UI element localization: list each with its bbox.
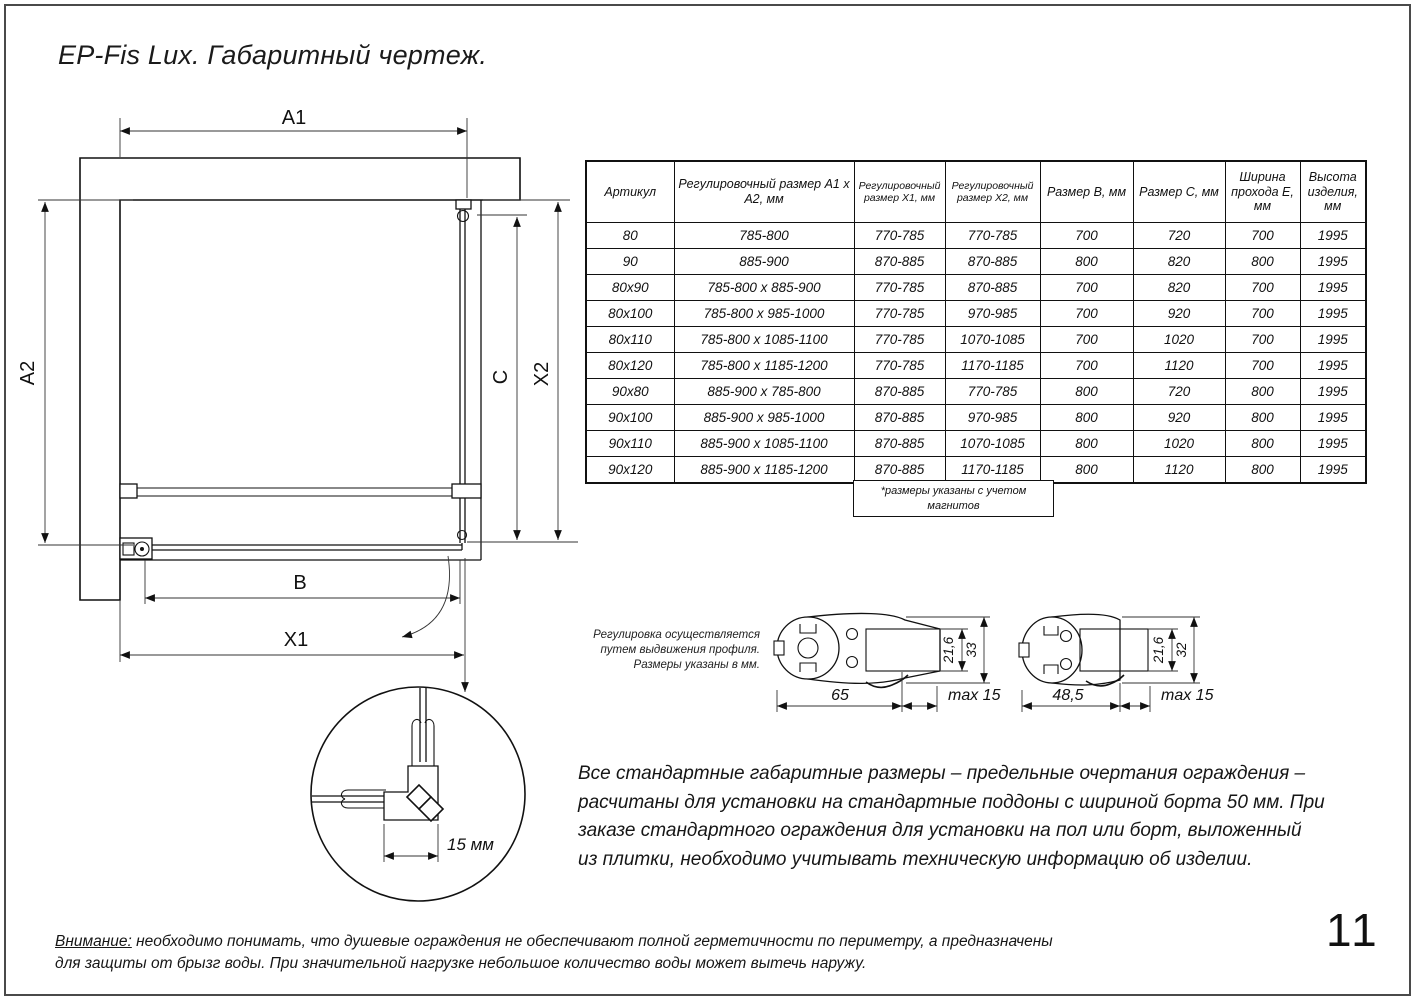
table-cell: 1995 — [1300, 327, 1366, 353]
col-header-c: Размер C, мм — [1133, 161, 1225, 223]
table-cell: 870-885 — [854, 379, 945, 405]
table-cell: 770-785 — [854, 353, 945, 379]
wall-profile — [120, 538, 152, 559]
table-cell: 885-900 x 1085-1100 — [674, 431, 854, 457]
table-cell: 1170-1185 — [945, 457, 1040, 484]
detail-dim-label: 15 мм — [447, 835, 494, 854]
table-cell: 90x100 — [586, 405, 674, 431]
page-title: EP-Fis Lux. Габаритный чертеж. — [58, 40, 488, 70]
table-cell: 80x90 — [586, 275, 674, 301]
table-cell: 785-800 x 885-900 — [674, 275, 854, 301]
note-line: Все стандартные габаритные размеры – предельные очертания ограждения – — [578, 763, 1306, 784]
table-row — [586, 353, 1366, 379]
warning-line: для защиты от брызг воды. При значительной нагрузке небольшое количество воды может вытечь наружу. — [55, 954, 867, 972]
profile1-extension-label: max 15 — [948, 687, 1001, 704]
dim-label-c: C — [490, 369, 512, 385]
table-cell: 90x80 — [586, 379, 674, 405]
table-row — [586, 379, 1366, 405]
warning-text: необходимо понимать, что душевые ограждения не обеспечивают полной герметичности по периметру, а предназначены — [136, 933, 1053, 950]
profile2-height-label: 32 — [1174, 642, 1189, 658]
table-cell: 870-885 — [945, 249, 1040, 275]
table-cell: 800 — [1225, 249, 1300, 275]
warning-line — [55, 931, 1053, 953]
table-cell: 820 — [1133, 275, 1225, 301]
table-cell: 700 — [1225, 223, 1300, 249]
page-number: 11 — [1326, 904, 1380, 956]
table-cell: 700 — [1225, 301, 1300, 327]
table-cell: 785-800 x 1085-1100 — [674, 327, 854, 353]
table-cell: 80x110 — [586, 327, 674, 353]
table-cell: 885-900 — [674, 249, 854, 275]
table-cell: 885-900 x 1185-1200 — [674, 457, 854, 484]
table-row — [586, 275, 1366, 301]
table-cell: 700 — [1040, 275, 1133, 301]
table-cell: 800 — [1225, 457, 1300, 484]
col-header-e: Ширина прохода E, мм — [1225, 161, 1300, 223]
table-cell: 1995 — [1300, 301, 1366, 327]
table-cell: 785-800 — [674, 223, 854, 249]
dim-label-a1: A1 — [281, 107, 307, 129]
table-cell: 920 — [1133, 301, 1225, 327]
size-table — [585, 160, 1367, 484]
wall — [80, 158, 520, 600]
bottom-glass-panel — [120, 538, 481, 560]
table-cell: 870-885 — [945, 275, 1040, 301]
adjustment-note-line: Размеры указаны в мм. — [633, 659, 760, 671]
profile2-width-label: 48,5 — [1052, 687, 1084, 704]
table-cell: 1995 — [1300, 249, 1366, 275]
table-cell: 80 — [586, 223, 674, 249]
adjustment-note-line: путем выдвижения профиля. — [600, 644, 760, 656]
table-cell: 770-785 — [945, 223, 1040, 249]
note-line: из плитки, необходимо учитывать техническую информацию об изделии. — [578, 848, 1253, 870]
table-cell: 800 — [1040, 249, 1133, 275]
table-cell: 700 — [1225, 327, 1300, 353]
table-cell: 1070-1085 — [945, 431, 1040, 457]
table-cell: 1995 — [1300, 353, 1366, 379]
profile1-height-label: 33 — [964, 642, 979, 658]
table-cell: 920 — [1133, 405, 1225, 431]
adjustment-note — [545, 628, 760, 673]
table-cell: 885-900 x 985-1000 — [674, 405, 854, 431]
col-header-a1a2: Регулировочный размер A1 х A2, мм — [674, 161, 854, 223]
note-line: заказе стандартного ограждения для установки на пол или борт, выложенный — [578, 820, 1302, 841]
dimension-b — [145, 560, 460, 604]
dim-label-x2: X2 — [531, 361, 553, 387]
table-row — [586, 249, 1366, 275]
table-cell: 80x120 — [586, 353, 674, 379]
col-header-article: Артикул — [586, 161, 674, 223]
table-row — [586, 405, 1366, 431]
table-cell: 770-785 — [854, 301, 945, 327]
table-cell: 770-785 — [945, 379, 1040, 405]
table-cell: 90 — [586, 249, 674, 275]
profile1-width-label: 65 — [831, 687, 849, 704]
table-cell: 1995 — [1300, 457, 1366, 484]
table-cell: 700 — [1225, 353, 1300, 379]
table-cell: 785-800 x 1185-1200 — [674, 353, 854, 379]
table-cell: 1170-1185 — [945, 353, 1040, 379]
dimension-a1 — [120, 107, 467, 198]
table-cell: 1070-1085 — [945, 327, 1040, 353]
table-cell: 1020 — [1133, 431, 1225, 457]
dimension-c — [477, 215, 527, 540]
table-cell: 720 — [1133, 223, 1225, 249]
table-row — [586, 327, 1366, 353]
table-cell: 700 — [1040, 223, 1133, 249]
table-cell: 870-885 — [854, 457, 945, 484]
table-cell: 1995 — [1300, 379, 1366, 405]
adjustment-note-line: Регулировка осуществляется — [593, 629, 760, 641]
dimension-x1 — [120, 600, 464, 662]
table-cell: 1120 — [1133, 353, 1225, 379]
profile2-extension-label: max 15 — [1161, 687, 1214, 704]
dimension-a2 — [17, 200, 133, 545]
support-bar — [120, 484, 481, 498]
table-cell: 700 — [1040, 301, 1133, 327]
table-cell: 1120 — [1133, 457, 1225, 484]
standard-sizes-note — [578, 760, 1325, 874]
table-cell: 820 — [1133, 249, 1225, 275]
table-cell: 870-885 — [854, 249, 945, 275]
corner-detail-view — [311, 687, 525, 901]
table-cell: 770-785 — [854, 223, 945, 249]
warning-note — [55, 931, 1053, 974]
table-cell: 90x110 — [586, 431, 674, 457]
table-cell: 700 — [1225, 275, 1300, 301]
table-cell: 1995 — [1300, 223, 1366, 249]
dim-label-x1: X1 — [283, 629, 309, 651]
swing-direction-arrow — [402, 556, 450, 637]
table-cell: 800 — [1225, 431, 1300, 457]
table-cell: 90x120 — [586, 457, 674, 484]
profile-section-2 — [1019, 614, 1214, 712]
table-cell: 885-900 x 785-800 — [674, 379, 854, 405]
dimension-x2 — [467, 200, 578, 542]
table-row — [586, 223, 1366, 249]
table-cell: 800 — [1225, 379, 1300, 405]
table-cell: 870-885 — [854, 405, 945, 431]
col-header-b: Размер B, мм — [1040, 161, 1133, 223]
profile1-channel-label: 21,6 — [941, 636, 956, 664]
table-cell: 870-885 — [854, 431, 945, 457]
table-cell: 1995 — [1300, 431, 1366, 457]
table-cell: 1020 — [1133, 327, 1225, 353]
table-cell: 720 — [1133, 379, 1225, 405]
table-cell: 785-800 x 985-1000 — [674, 301, 854, 327]
table-cell: 700 — [1040, 353, 1133, 379]
table-header-row — [586, 161, 1366, 223]
dim-label-a2: A2 — [17, 360, 39, 386]
table-cell: 1995 — [1300, 405, 1366, 431]
profile-section-1 — [774, 613, 1001, 712]
table-cell: 800 — [1040, 457, 1133, 484]
table-cell: 800 — [1225, 405, 1300, 431]
col-header-height: Высота изделия, мм — [1300, 161, 1366, 223]
col-header-x1: Регулировочный размер X1, мм — [854, 161, 945, 223]
note-line: расчитаны для установки на стандартные поддоны с шириной борта 50 мм. При — [578, 791, 1325, 813]
table-cell: 770-785 — [854, 275, 945, 301]
table-cell: 80x100 — [586, 301, 674, 327]
profile2-channel-label: 21,6 — [1151, 636, 1166, 664]
table-cell: 800 — [1040, 405, 1133, 431]
table-cell: 700 — [1040, 327, 1133, 353]
table-cell: 800 — [1040, 431, 1133, 457]
table-cell: 970-985 — [945, 301, 1040, 327]
table-row — [586, 301, 1366, 327]
fixed-glass-panel — [456, 200, 481, 560]
table-cell: 770-785 — [854, 327, 945, 353]
table-cell: 970-985 — [945, 405, 1040, 431]
table-row — [586, 431, 1366, 457]
table-footnote: *размеры указаны с учетом магнитов — [853, 480, 1054, 517]
dim-label-b: B — [293, 572, 307, 594]
table-cell: 800 — [1040, 379, 1133, 405]
table-cell: 1995 — [1300, 275, 1366, 301]
col-header-x2: Регулировочный размер X2, мм — [945, 161, 1040, 223]
warning-label: Внимание: — [55, 933, 132, 950]
